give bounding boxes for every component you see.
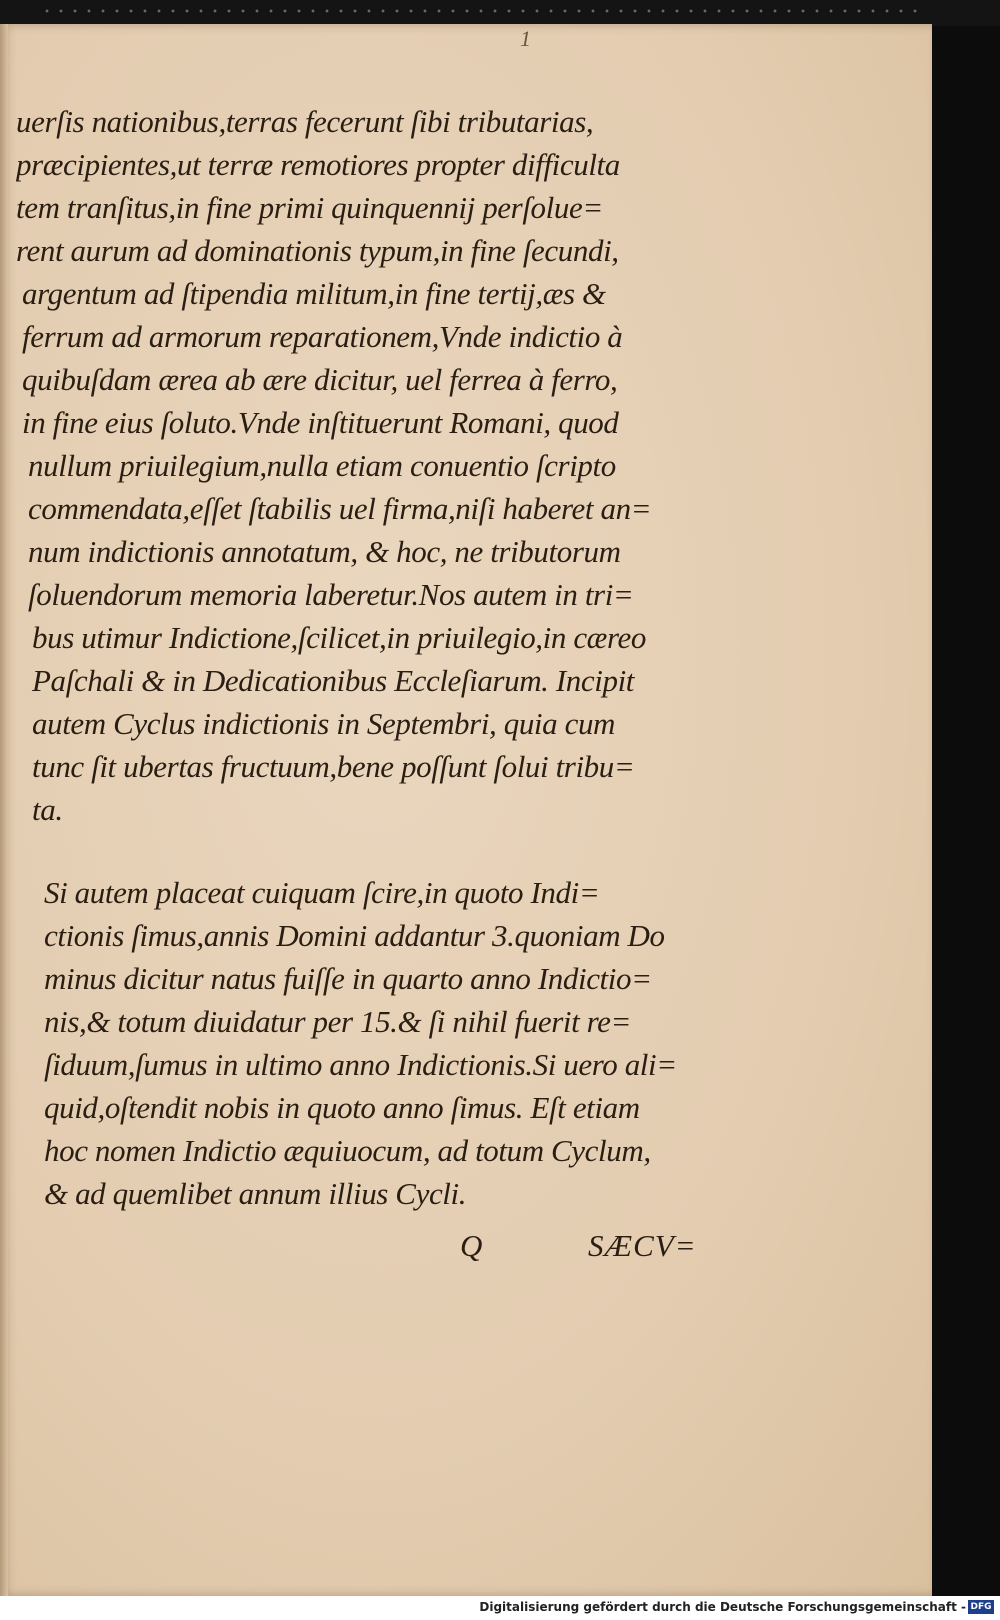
- text-line: ſiduum,ſumus in ultimo anno Indictionis.Si uero ali=: [44, 1047, 677, 1082]
- text-line: præcipientes,ut terræ remotiores propter difficulta: [16, 147, 620, 182]
- signature-mark: Q: [460, 1228, 483, 1263]
- page-text: [16, 100, 736, 1215]
- text-line: rent aurum ad dominationis typum,in fine ſecundi,: [16, 233, 619, 268]
- text-line: Paſchali & in Dedicationibus Eccleſiarum. Incipit: [32, 663, 635, 698]
- catchword: SÆCV=: [588, 1228, 697, 1263]
- text-line: commendata,eſſet ſtabilis uel firma,niſi haberet an=: [28, 491, 652, 526]
- text-line: tunc ſit ubertas fructuum,bene poſſunt ſolui tribu=: [32, 749, 635, 784]
- text-line: ſoluendorum memoria laberetur.Nos autem in tri=: [28, 577, 634, 612]
- text-line: uerſis nationibus,terras fecerunt ſibi tributarias,: [16, 104, 594, 139]
- scan-border-dots: [40, 9, 920, 13]
- text-line: bus utimur Indictione,ſcilicet,in priuilegio,in cæreo: [32, 620, 646, 655]
- page-gutter-edge: [0, 24, 8, 1596]
- scanner-top-band: [0, 0, 1000, 26]
- text-line: hoc nomen Indictio æquiuocum, ad totum Cyclum,: [44, 1133, 651, 1168]
- digitization-footer: [0, 1596, 1000, 1620]
- text-line: & ad quemlibet annum illius Cycli.: [44, 1176, 467, 1211]
- text-line: autem Cyclus indictionis in Septembri, quia cum: [32, 706, 616, 741]
- text-line: ferrum ad armorum reparationem,Vnde indictio à: [22, 319, 623, 354]
- text-line: argentum ad ſtipendia militum,in fine tertij,æs &: [22, 276, 606, 311]
- folio-mark: 1: [520, 26, 531, 51]
- text-line: tem tranſitus,in fine primi quinquennij perſolue=: [16, 190, 603, 225]
- text-line: num indictionis annotatum, & hoc, ne tributorum: [28, 534, 621, 569]
- paragraph-1: [16, 100, 736, 831]
- catchline: [460, 1228, 740, 1268]
- funding-notice: Digitalisierung gefördert durch die Deutsche Forschungsgemeinschaft -: [479, 1600, 966, 1614]
- text-line: Si autem placeat cuiquam ſcire,in quoto Indi=: [44, 875, 600, 910]
- text-line: ta.: [32, 792, 63, 827]
- text-line: ctionis ſimus,annis Domini addantur 3.quoniam Do: [44, 918, 665, 953]
- dfg-logo: DFG: [968, 1600, 994, 1614]
- text-line: quid,oſtendit nobis in quoto anno ſimus. Eſt etiam: [44, 1090, 640, 1125]
- text-line: minus dicitur natus fuiſſe in quarto anno Indictio=: [44, 961, 652, 996]
- text-line: quibuſdam ærea ab ære dicitur, uel ferrea à ferro,: [22, 362, 618, 397]
- text-line: in fine eius ſoluto.Vnde inſtituerunt Romani, quod: [22, 405, 619, 440]
- text-line: nullum priuilegium,nulla etiam conuentio ſcripto: [28, 448, 616, 483]
- paragraph-2: [16, 871, 736, 1215]
- text-line: nis,& totum diuidatur per 15.& ſi nihil fuerit re=: [44, 1004, 632, 1039]
